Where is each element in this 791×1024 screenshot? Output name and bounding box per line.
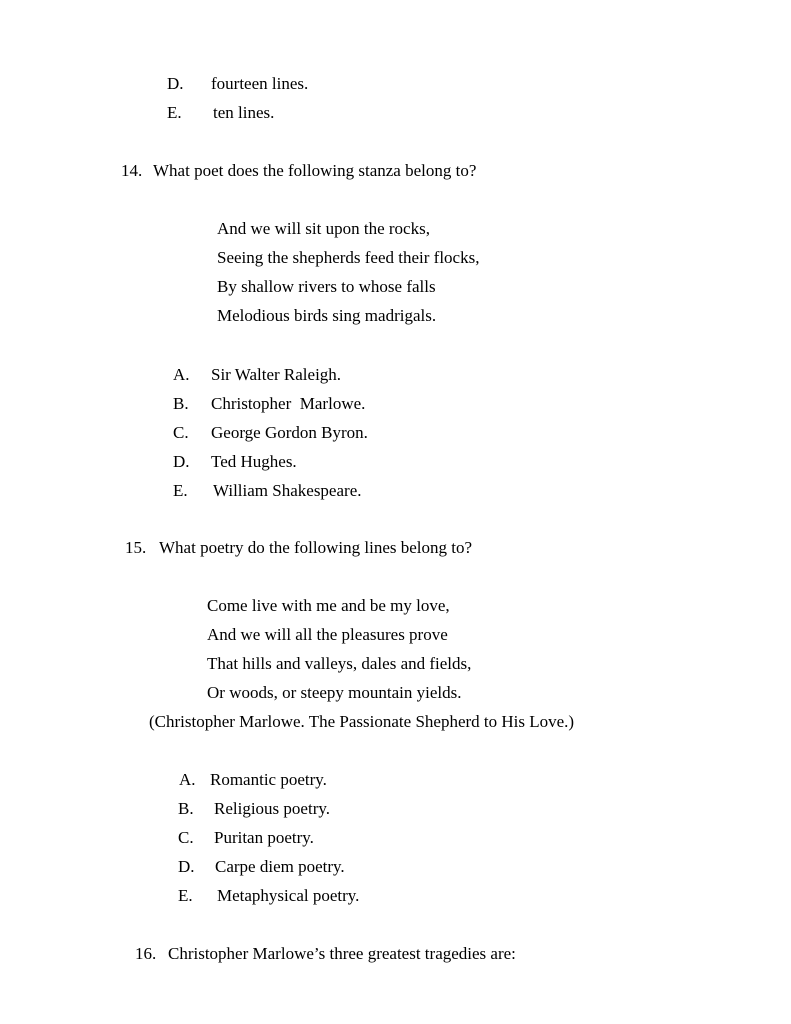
- option-text: Romantic poetry.: [210, 770, 327, 789]
- option-text: Carpe diem poetry.: [215, 857, 345, 876]
- option-letter: D.: [178, 857, 195, 876]
- option-letter: A.: [173, 365, 190, 384]
- option-text: Sir Walter Raleigh.: [211, 365, 342, 384]
- option-text: Christopher Marlowe.: [211, 394, 366, 413]
- stanza-line: Melodious birds sing madrigals.: [217, 306, 437, 325]
- stanza-line: Or woods, or steepy mountain yields.: [207, 683, 462, 702]
- poem-attribution: (Christopher Marlowe. The Passionate Shepherd to His Love.): [149, 712, 575, 731]
- option-text: ten lines.: [213, 103, 275, 122]
- question-text: Christopher Marlowe’s three greatest tragedies are:: [168, 944, 516, 963]
- option-letter: D.: [173, 452, 190, 471]
- question-number: 15.: [125, 538, 147, 557]
- option-letter: C.: [178, 828, 194, 847]
- stanza-line: That hills and valleys, dales and fields,: [207, 654, 472, 673]
- option-letter: D.: [167, 74, 184, 93]
- question-number: 14.: [121, 161, 143, 180]
- question-number: 16.: [135, 944, 157, 963]
- option-text: Ted Hughes.: [211, 452, 297, 471]
- stanza-line: And we will sit upon the rocks,: [217, 219, 430, 238]
- option-letter: C.: [173, 423, 189, 442]
- option-letter: E.: [178, 886, 193, 905]
- stanza-line: By shallow rivers to whose falls: [217, 277, 436, 296]
- option-text: William Shakespeare.: [213, 481, 362, 500]
- option-letter: E.: [167, 103, 182, 122]
- option-letter: B.: [173, 394, 189, 413]
- option-text: Puritan poetry.: [214, 828, 314, 847]
- stanza-line: Come live with me and be my love,: [207, 596, 450, 615]
- option-text: Religious poetry.: [214, 799, 330, 818]
- option-letter: A.: [179, 770, 196, 789]
- option-text: Metaphysical poetry.: [217, 886, 360, 905]
- option-letter: B.: [178, 799, 194, 818]
- option-text: George Gordon Byron.: [211, 423, 368, 442]
- question-text: What poetry do the following lines belong to?: [159, 538, 473, 557]
- stanza-line: Seeing the shepherds feed their flocks,: [217, 248, 480, 267]
- option-text: fourteen lines.: [211, 74, 309, 93]
- stanza-line: And we will all the pleasures prove: [207, 625, 448, 644]
- option-letter: E.: [173, 481, 188, 500]
- question-text: What poet does the following stanza belong to?: [153, 161, 477, 180]
